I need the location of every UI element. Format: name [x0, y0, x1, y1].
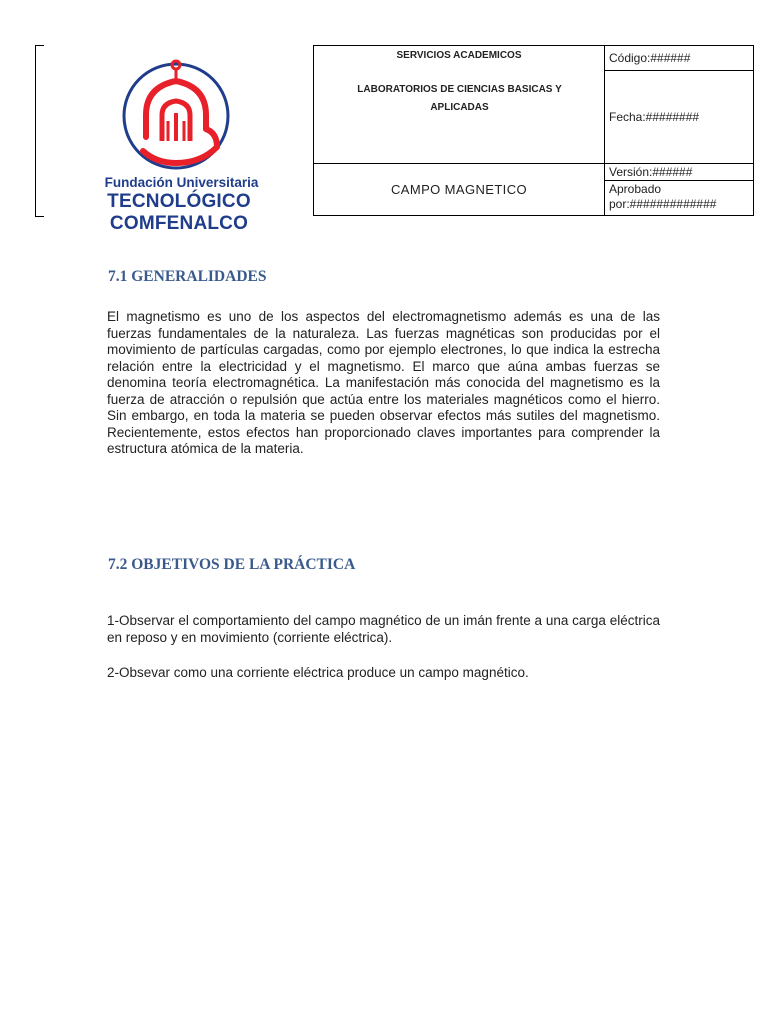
section-heading-generalidades: 7.1 GENERALIDADES [108, 268, 267, 285]
logo-cell [35, 45, 313, 234]
services-label: SERVICIOS ACADEMICOS [396, 50, 522, 61]
logo-name-line2: TECNOLÓGICO COMFENALCO [107, 191, 251, 234]
fecha-field [605, 71, 753, 164]
logo-border [35, 45, 44, 217]
section-heading-objetivos: 7.2 OBJETIVOS DE LA PRÁCTICA [108, 556, 356, 573]
version-field: Versión:###### [605, 164, 753, 181]
logo-name-line1: Fundación Universitaria [104, 175, 259, 190]
document-header [35, 45, 754, 234]
objective-item-1: 1-Observar el comportamiento del campo magnético de un imán frente a una carga eléctrica en reposo y en movimiento (corriente eléctrica). [107, 613, 660, 645]
aprobado-field: Aprobado por:############# [609, 182, 717, 211]
header-table [313, 45, 754, 216]
fecha-value: Fecha:######## [609, 110, 700, 124]
university-logo-icon [121, 55, 231, 173]
paragraph-generalidades: El magnetismo es uno de los aspectos del electromagnetismo además es una de las fuerzas fundamentales de la naturaleza. Las fuerzas magnéticas son producidas por el movimiento de partículas cargadas, como por ejemplo electrones, lo que indica la estrecha relación entre la electricidad y el magnetismo. El marco que aúna ambas fuerzas se denomina teoría electromagnética. La manifestación más conocida del magnetismo es la fuerza de atracción o repulsión que actúa entre los materiales magnéticos como el hierro. Sin embargo, en toda la materia se pueden observar efectos más sutiles del magnetismo. Recientemente, estos efectos han proporcionado claves importantes para comprender la estructura atómica de la materia. [107, 309, 660, 456]
document-title: CAMPO MAGNETICO [314, 164, 605, 215]
objective-item-2: 2-Obsevar como una corriente eléctrica produce un campo magnético. [107, 665, 529, 680]
codigo-field: Código:###### [605, 46, 753, 71]
header-departments [314, 46, 605, 164]
labs-label: LABORATORIOS DE CIENCIAS BASICAS Y APLICADAS [357, 84, 562, 113]
